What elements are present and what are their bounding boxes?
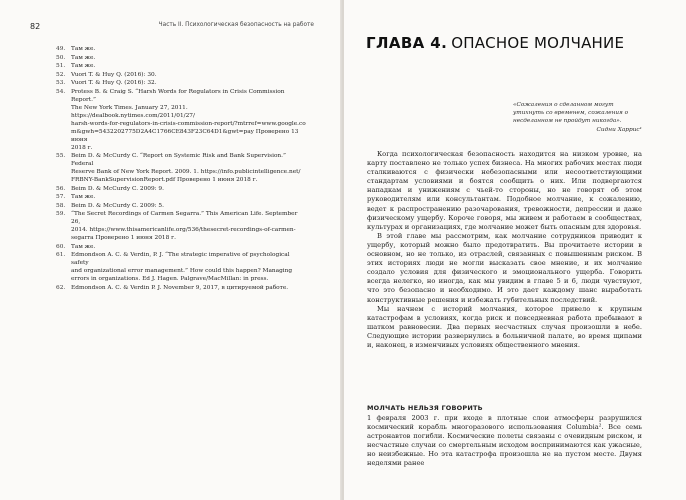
chapter-name: ОПАСНОЕ МОЛЧАНИЕ xyxy=(451,34,625,52)
endnote-item xyxy=(56,243,308,251)
endnote-item xyxy=(56,79,308,87)
endnote-text: Edmondson A. C. & Verdin P. J. November 9, 2017, в цитируемой работе. xyxy=(71,284,289,291)
section xyxy=(367,404,642,469)
endnote-text: Beim D. & McCurdy C. 2009: 5. xyxy=(71,202,164,209)
endnote-number: 56. xyxy=(56,185,66,192)
section-heading: МОЛЧАТЬ НЕЛЬЗЯ ГОВОРИТЬ xyxy=(367,404,483,412)
endnote-number: 52. xyxy=(56,71,66,78)
endnote-item xyxy=(56,71,308,79)
section-text: 1 февраля 2003 г. при входе в плотные слои атмосферы разрушился космический корабль многоразового использования Columbia². Все семь астронавтов погибли. Космические полеты связаны с очевидным риском, и несчастные случаи со смертельным исходом воспринимаются как ужасные, но неизбежные. Но эта катастрофа произошла не на пустом месте. Двумя неделями ранее xyxy=(367,414,642,468)
endnote-item xyxy=(56,284,308,292)
endnote-text: Там же. xyxy=(71,63,96,69)
body-paragraph: Мы начнем с историй молчания, которое привело к крупным катастрофам в условиях, когда риск и повседневная работа пребывают в шатком равновесии. Два первых несчастных случая произошли в небе. Следующие истории развернулись в больничной палате, во время щипами и, наконец, в изменчивых условиях общественного мнения. xyxy=(367,304,642,349)
body-paragraph: В этой главе мы рассмотрим, как молчание сотрудников приводит к ущербу, который можно было предотвратить. Вы прочитаете истории в основном, но не только, из отраслей, связанных с повышенным риском. В этих историях люди не могли высказать свое мнение, и их молчание создало условия для физического и эмоционального ущерба. Говорить всегда нелегко, но иногда, как мы увидим в главе 5 и 6, люди чувствуют, что это безопасно и необходимо. И это дает каждому шанс выработать конструктивные решения и избежать губительных последствий. xyxy=(367,231,642,304)
body-paragraph: Когда психологическая безопасность находится на низком уровне, на карту поставлено не только успех бизнеса. На многих рабочих местах люди сталкиваются с физически небезопасными или несоответствующими стандартам условиями и боятся сообщить о них. Или подвергаются нападкам и унижениям с чьей-то стороны, но не говорят об этом руководителям или консультантам. Подобное молчание, к сожалению, ведет к распространению разочарования, тревожности, депрессии и даже физическому ущербу. Короче говоря, мы живем и работаем в сообществах, культурах и организациях, где молчание может быть опасным для здоровья. xyxy=(367,150,642,231)
endnote-text: Vuori T. & Huy Q. (2016): 30. xyxy=(71,71,157,78)
endnote-number: 49. xyxy=(56,46,66,52)
endnote-text: Там же. xyxy=(71,54,96,61)
endnote-item xyxy=(56,152,308,184)
endnote-item xyxy=(56,210,308,242)
endnote-number: 58. xyxy=(56,202,66,209)
endnote-text: Там же. xyxy=(71,46,96,52)
endnote-number: 61. xyxy=(56,252,66,258)
endnote-item xyxy=(56,193,308,201)
endnote-text: Beim D. & McCurdy C. “Report on Systemic Risk and Bank Supervision.” Federal Reserve Bank of New York Report. 2009. 1. https://info.publicintelligence.net/ FRBNY-BankSupervisionReport.pdf Проверено 1 июня 2018 г. xyxy=(71,153,301,183)
endnote-item xyxy=(56,62,308,70)
endnote-item xyxy=(56,88,308,152)
endnote-text: Там же. xyxy=(71,243,96,250)
endnote-number: 57. xyxy=(56,194,66,200)
endnote-text: Там же. xyxy=(71,194,96,200)
epigraph-quote: «Сожаления о сделанном могут утихнуть со временем, сожаления о несделанном не пройдут никогда». xyxy=(513,102,629,124)
endnote-text: Protess B. & Craig S. “Harsh Words for Regulators in Crisis Commission Report.” The New York Times. January 27, 2011. https://dealbook.nytimes.com/2011/01/27/ harsh-words-for-regulators-in-crisis-commission-report/?mtrref=www.google.co m&gwh=5432202775D2A4C1766CE843F23C64D1&gwt=pay Проверено 13 июня 2018 г. xyxy=(71,88,306,151)
endnotes-list xyxy=(56,45,308,292)
endnote-number: 62. xyxy=(56,284,66,291)
endnote-item xyxy=(56,202,308,210)
endnote-text: Beim D. & McCurdy C. 2009: 9. xyxy=(71,185,164,192)
endnote-number: 60. xyxy=(56,243,66,250)
left-page xyxy=(0,0,342,500)
endnote-number: 55. xyxy=(56,153,66,159)
endnote-item xyxy=(56,45,308,53)
page-number: 82 xyxy=(30,22,41,31)
chapter-title xyxy=(366,34,625,52)
endnote-number: 54. xyxy=(56,88,66,95)
chapter-label: ГЛАВА 4. xyxy=(366,34,448,52)
epigraph-author: Сидни Харрис¹ xyxy=(596,127,642,133)
chapter-body xyxy=(367,150,642,350)
endnote-number: 53. xyxy=(56,80,66,86)
running-head xyxy=(30,22,314,31)
endnote-item xyxy=(56,54,308,62)
endnote-number: 59. xyxy=(56,211,66,217)
running-title: Часть II. Психологическая безопасность на работе xyxy=(158,22,314,28)
endnote-number: 51. xyxy=(56,63,66,69)
endnote-number: 50. xyxy=(56,54,66,61)
endnote-text: “The Secret Recordings of Carmen Segarra.” This American Life. September 26, 2014. https://www.thisamericanlife.org/536/thesecret-recordings-of-carmen- segarra Проверено 1 июня 2018 г. xyxy=(71,211,298,241)
endnote-item xyxy=(56,185,308,193)
endnote-text: Edmondson A. C. & Verdin, P. J. “The strategic imperative of psychological safety and organizational error management.” How could this happen? Managing errors in organizations. Ed J. Hagen. Palgrave/MacMillan: in press. xyxy=(71,252,293,282)
endnote-item xyxy=(56,251,308,283)
epigraph xyxy=(513,101,642,134)
endnote-text: Vuori T. & Huy Q. (2016): 32. xyxy=(71,80,157,86)
